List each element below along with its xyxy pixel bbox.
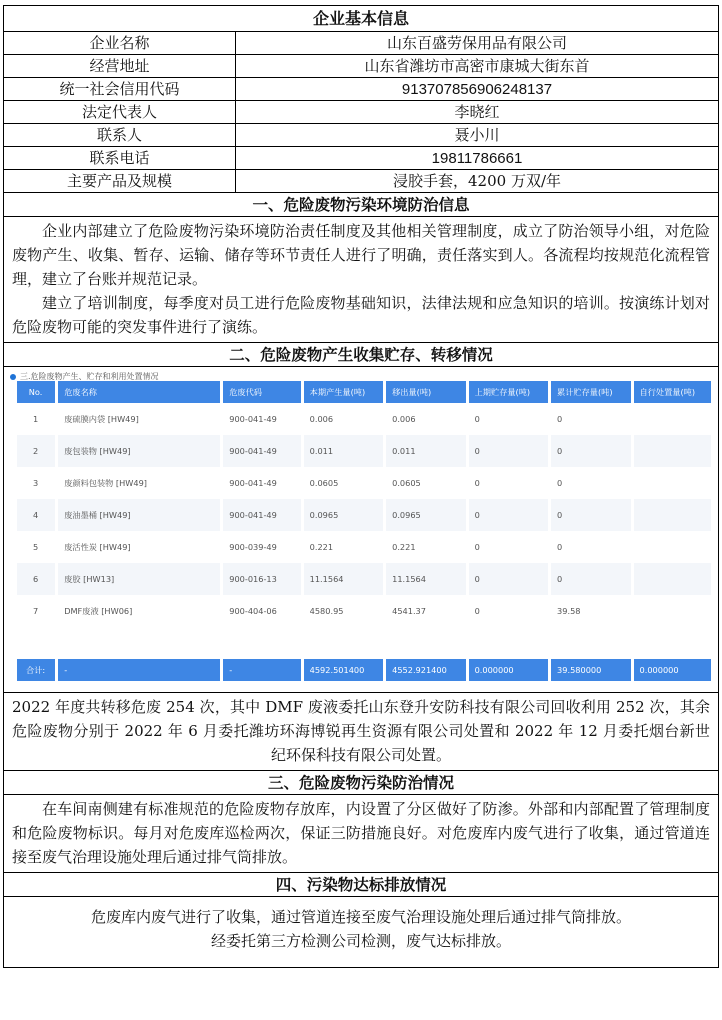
table-cell: DMF废液 [HW06] — [58, 595, 220, 627]
info-value: 913707856906248137 — [401, 81, 553, 98]
table-spacer-row — [17, 627, 711, 643]
table-row — [17, 467, 711, 499]
table-cell: 0.006 — [386, 403, 465, 435]
section1-paragraph: 企业内部建立了危险废物污染环境防治责任制度及其他相关管理制度，成立了防治领导小组，对危险废物产生、收集、暂存、运输、储存等环节责任人进行了明确，责任落实到人。各流程均按规范化流程管理，建立了台账并规范记录。 — [12, 222, 710, 288]
info-row-phone — [4, 147, 718, 170]
section1-paragraph: 建立了培训制度，每季度对员工进行危险废物基础知识，法律法规和应急知识的培训。按演练计划对危险废物可能的突发事件进行了演练。 — [12, 294, 710, 336]
table-cell: 4 — [17, 499, 55, 531]
table-cell — [634, 499, 711, 531]
table-cell: 0 — [469, 467, 548, 499]
table-row — [17, 531, 711, 563]
total-cell: 0.000000 — [469, 659, 548, 681]
info-row-legal-rep — [4, 101, 718, 124]
table-cell: 3 — [17, 467, 55, 499]
table-cell: 0.0605 — [386, 467, 465, 499]
table-row — [17, 403, 711, 435]
table-cell: 0.0965 — [386, 499, 465, 531]
section2-summary — [4, 693, 718, 771]
table-cell: 废包装物 [HW49] — [58, 435, 220, 467]
info-value: 19811786661 — [431, 150, 523, 167]
table-cell: 900-404-06 — [223, 595, 300, 627]
col-header: 上期贮存量(吨) — [469, 381, 548, 403]
table-cell: 0 — [551, 435, 630, 467]
table-cell: 废油墨桶 [HW49] — [58, 499, 220, 531]
table-row — [17, 563, 711, 595]
table-cell: 废活性炭 [HW49] — [58, 531, 220, 563]
col-header: 本期产生量(吨) — [304, 381, 383, 403]
info-row-address — [4, 55, 718, 78]
table-cell: 11.1564 — [386, 563, 465, 595]
table-cell: 0.221 — [304, 531, 383, 563]
section1-heading: 一、危险废物污染环境防治信息 — [4, 193, 718, 217]
table-cell: 7 — [17, 595, 55, 627]
summary-paragraph: 2022 年度共转移危废 254 次，其中 DMF 废液委托山东登升安防科技有限公司回收利用 252 次，其余危险废物分别于 2022 年 6 月委托潍坊环海博锐再生资源有限公司处置和 2022 年 12 月委托烟台新世纪环保科技有限公司处置。 — [12, 698, 710, 764]
table-cell — [634, 563, 711, 595]
section4-paragraph: 危废库内废气进行了收集，通过管道连接至废气治理设施处理后通过排气筒排放。 — [90, 908, 631, 926]
table-row — [17, 499, 711, 531]
info-value: 聂小川 — [454, 126, 500, 144]
caption-text: 三.危险废物产生、贮存和利用处置情况 — [20, 372, 159, 381]
table-cell: 0.0965 — [304, 499, 383, 531]
table-cell: 0 — [551, 499, 630, 531]
col-header: No. — [17, 381, 55, 403]
info-key: 经营地址 — [4, 55, 236, 77]
table-cell — [634, 403, 711, 435]
table-cell: 0 — [469, 499, 548, 531]
table-cell — [634, 467, 711, 499]
waste-table-caption — [4, 367, 718, 381]
table-cell: 0 — [551, 467, 630, 499]
col-header: 危废名称 — [58, 381, 220, 403]
waste-table-screenshot — [4, 367, 718, 693]
table-row — [17, 435, 711, 467]
table-row — [17, 595, 711, 627]
table-cell: 900-041-49 — [223, 435, 300, 467]
section3-heading: 三、危险废物污染防治情况 — [4, 771, 718, 795]
info-key: 企业名称 — [4, 32, 236, 54]
section4-paragraph: 经委托第三方检测公司检测，废气达标排放。 — [210, 932, 511, 950]
table-cell: 0 — [469, 595, 548, 627]
table-cell — [634, 435, 711, 467]
table-cell: 0 — [551, 403, 630, 435]
info-key: 联系人 — [4, 124, 236, 146]
table-cell: 废胶 [HW13] — [58, 563, 220, 595]
info-row-products — [4, 170, 718, 193]
table-cell: 0.221 — [386, 531, 465, 563]
table-cell: 0 — [469, 403, 548, 435]
table-cell: 0 — [551, 531, 630, 563]
table-cell: 900-016-13 — [223, 563, 300, 595]
info-key: 主要产品及规模 — [4, 170, 236, 192]
info-key: 联系电话 — [4, 147, 236, 169]
table-cell: 11.1564 — [304, 563, 383, 595]
info-key: 统一社会信用代码 — [4, 78, 236, 100]
bullet-dot-icon — [10, 374, 16, 380]
spacer-cell — [17, 643, 711, 659]
section4-heading: 四、污染物达标排放情况 — [4, 873, 718, 897]
section3-body — [4, 795, 718, 873]
total-cell: 39.580000 — [551, 659, 630, 681]
table-cell: 0.0605 — [304, 467, 383, 499]
info-value: 山东百盛劳保用品有限公司 — [386, 34, 567, 52]
total-cell: - — [223, 659, 300, 681]
table-cell — [634, 595, 711, 627]
table-cell: 0 — [551, 563, 630, 595]
info-value: 山东省潍坊市高密市康城大街东首 — [364, 57, 590, 75]
section3-paragraph: 在车间南侧建有标准规范的危险废物存放库，内设置了分区做好了防渗。外部和内部配置了管理制度和危险废物标识。每月对危废库巡检两次，保证三防措施良好。对危废库内废气进行了收集，通过管道连接至废气治理设施处理后通过排气筒排放。 — [12, 800, 710, 866]
table-cell: 0 — [469, 563, 548, 595]
table-cell: 0.011 — [304, 435, 383, 467]
table-cell: 5 — [17, 531, 55, 563]
info-key: 法定代表人 — [4, 101, 236, 123]
info-row-credit-code — [4, 78, 718, 101]
info-row-contact — [4, 124, 718, 147]
table-cell: 0.011 — [386, 435, 465, 467]
table-cell: 1 — [17, 403, 55, 435]
table-spacer-row — [17, 643, 711, 659]
table-cell: 0 — [469, 531, 548, 563]
table-cell: 废颜料包装物 [HW49] — [58, 467, 220, 499]
table-cell: 900-041-49 — [223, 403, 300, 435]
table-cell: 2 — [17, 435, 55, 467]
table-cell: 4541.37 — [386, 595, 465, 627]
enterprise-info-document — [3, 5, 719, 968]
table-cell: 39.58 — [551, 595, 630, 627]
section1-body — [4, 217, 718, 343]
table-cell: 900-041-49 — [223, 467, 300, 499]
table-header-row — [17, 381, 711, 403]
section4-body — [4, 897, 718, 967]
total-cell: 4552.921400 — [386, 659, 465, 681]
total-cell: 合计: — [17, 659, 55, 681]
col-header: 危废代码 — [223, 381, 300, 403]
total-cell: 4592.501400 — [304, 659, 383, 681]
col-header: 自行处置量(吨) — [634, 381, 711, 403]
total-cell: - — [58, 659, 220, 681]
info-value: 浸胶手套，4200 万双/年 — [393, 172, 561, 190]
col-header: 移出量(吨) — [386, 381, 465, 403]
table-cell: 0.006 — [304, 403, 383, 435]
spacer-cell — [17, 627, 711, 643]
table-cell: 900-041-49 — [223, 499, 300, 531]
table-cell: 0 — [469, 435, 548, 467]
info-value: 李晓红 — [454, 103, 500, 121]
table-cell: 900-039-49 — [223, 531, 300, 563]
info-row-company-name — [4, 32, 718, 55]
table-cell: 6 — [17, 563, 55, 595]
document-title: 企业基本信息 — [4, 6, 718, 32]
table-total-row — [17, 659, 711, 681]
waste-table — [14, 381, 714, 681]
total-cell: 0.000000 — [634, 659, 711, 681]
section2-heading: 二、危险废物产生收集贮存、转移情况 — [4, 343, 718, 367]
col-header: 累计贮存量(吨) — [551, 381, 630, 403]
table-cell: 4580.95 — [304, 595, 383, 627]
table-cell: 废硫膜内袋 [HW49] — [58, 403, 220, 435]
table-cell — [634, 531, 711, 563]
